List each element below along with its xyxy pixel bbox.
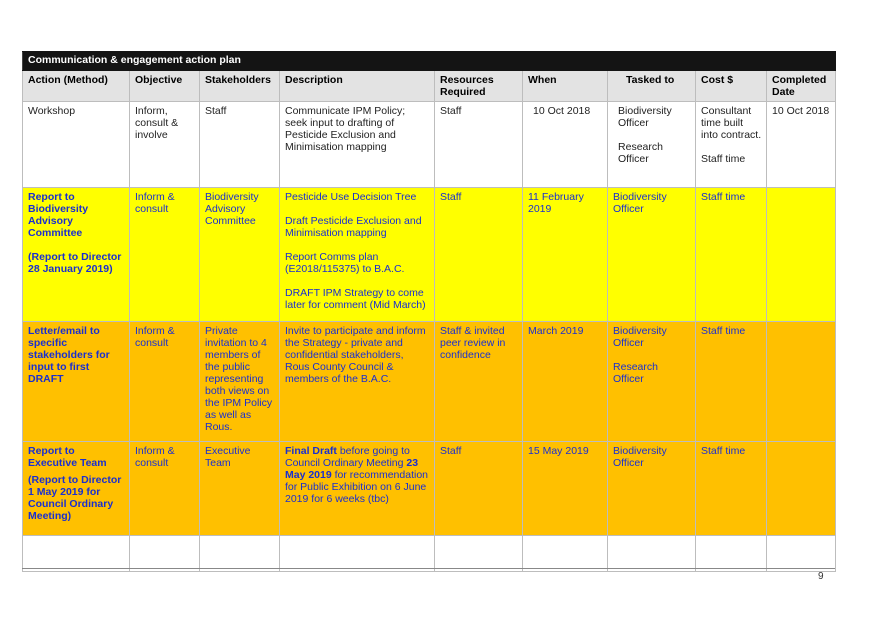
cell-tasked: Biodiversity Officer — [608, 188, 696, 322]
action-line: (Report to Director 28 January 2019) — [28, 251, 122, 275]
cell-cost: Staff time — [696, 322, 767, 442]
cell-empty — [23, 536, 130, 572]
description-line: DRAFT IPM Strategy to come later for comment (Mid March) — [285, 287, 426, 311]
cell-description: Communicate IPM Policy; seek input to drafting of Pesticide Exclusion and Minimisation mapping — [280, 102, 435, 188]
cell-stakeholders: Private invitation to 4 members of the public representing both views on the IPM Policy as well as Rous. — [200, 322, 280, 442]
cell-resources: Staff & invited peer review in confidence — [435, 322, 523, 442]
cell-empty — [767, 536, 836, 572]
cell-resources: Staff — [435, 188, 523, 322]
header-tasked: Tasked to — [608, 71, 696, 102]
cell-when: 11 February 2019 — [523, 188, 608, 322]
cell-completed — [767, 442, 836, 536]
table-row — [23, 322, 836, 442]
description-bold: 23 May 2019 — [285, 457, 419, 481]
action-line: Report to Executive Team — [28, 445, 107, 469]
action-plan-table — [22, 51, 836, 572]
table-row-empty — [23, 536, 836, 572]
table-row — [23, 188, 836, 322]
cell-stakeholders: Staff — [200, 102, 280, 188]
cell-description — [280, 442, 435, 536]
table-title: Communication & engagement action plan — [23, 52, 608, 71]
cell-empty — [280, 536, 435, 572]
action-line: Report to Biodiversity Advisory Committee — [28, 191, 89, 239]
cell-cost: Staff time — [696, 188, 767, 322]
action-line: (Report to Director 1 May 2019 for Council Ordinary Meeting) — [28, 474, 122, 522]
cell-empty — [130, 536, 200, 572]
cell-objective: Inform, consult & involve — [130, 102, 200, 188]
tasked-line: Research Officer — [613, 361, 658, 385]
title-spacer — [608, 52, 767, 71]
cell-objective: Inform & consult — [130, 188, 200, 322]
cell-completed — [767, 188, 836, 322]
cell-description — [280, 188, 435, 322]
cell-resources: Staff — [435, 442, 523, 536]
cell-objective: Inform & consult — [130, 322, 200, 442]
table-header-row — [23, 71, 836, 102]
cell-empty — [435, 536, 523, 572]
description-line: Draft Pesticide Exclusion and Minimisation mapping — [285, 215, 422, 239]
cell-cost: Staff time — [696, 442, 767, 536]
cell-tasked: Biodiversity Officer — [608, 442, 696, 536]
cell-when: 10 Oct 2018 — [523, 102, 608, 188]
cell-empty — [608, 536, 696, 572]
cell-when: 15 May 2019 — [523, 442, 608, 536]
cell-description: Invite to participate and inform the Strategy - private and confidential stakeholders, Rous County Council & members of the B.A.C. — [280, 322, 435, 442]
cell-when: March 2019 — [523, 322, 608, 442]
cost-line: Consultant time built into contract. — [701, 105, 762, 141]
cell-tasked — [608, 102, 696, 188]
footer-rule — [22, 568, 835, 569]
tasked-line: Biodiversity Officer — [613, 325, 667, 349]
cell-empty — [200, 536, 280, 572]
cell-action — [23, 442, 130, 536]
table-row — [23, 102, 836, 188]
cell-stakeholders: Executive Team — [200, 442, 280, 536]
header-resources: Resources Required — [435, 71, 523, 102]
description-text: for recommendation for Public Exhibition on 6 June 2019 for 6 weeks (tbc) — [285, 469, 428, 505]
header-action: Action (Method) — [23, 71, 130, 102]
tasked-line: Research Officer — [618, 141, 663, 165]
header-cost: Cost $ — [696, 71, 767, 102]
table-row — [23, 442, 836, 536]
cell-completed: 10 Oct 2018 — [767, 102, 836, 188]
cell-tasked — [608, 322, 696, 442]
cell-completed — [767, 322, 836, 442]
description-line: Pesticide Use Decision Tree — [285, 191, 417, 203]
header-when: When — [523, 71, 608, 102]
header-stakeholders: Stakeholders — [200, 71, 280, 102]
cost-line: Staff time — [701, 153, 746, 165]
cell-empty — [523, 536, 608, 572]
cell-cost — [696, 102, 767, 188]
cell-action — [23, 188, 130, 322]
title-spacer — [767, 52, 836, 71]
description-text: before going to Council Ordinary Meeting — [285, 445, 410, 469]
tasked-line: Biodiversity Officer — [618, 105, 672, 129]
header-description: Description — [280, 71, 435, 102]
cell-empty — [696, 536, 767, 572]
header-objective: Objective — [130, 71, 200, 102]
description-line: Report Comms plan (E2018/115375) to B.A.C. — [285, 251, 405, 275]
page-number: 9 — [818, 571, 824, 582]
cell-action: Letter/email to specific stakeholders for input to first DRAFT — [23, 322, 130, 442]
cell-objective: Inform & consult — [130, 442, 200, 536]
cell-action: Workshop — [23, 102, 130, 188]
cell-stakeholders: Biodiversity Advisory Committee — [200, 188, 280, 322]
header-completed: Completed Date — [767, 71, 836, 102]
cell-resources: Staff — [435, 102, 523, 188]
table-title-row — [23, 52, 836, 71]
description-bold: Final Draft — [285, 445, 337, 457]
